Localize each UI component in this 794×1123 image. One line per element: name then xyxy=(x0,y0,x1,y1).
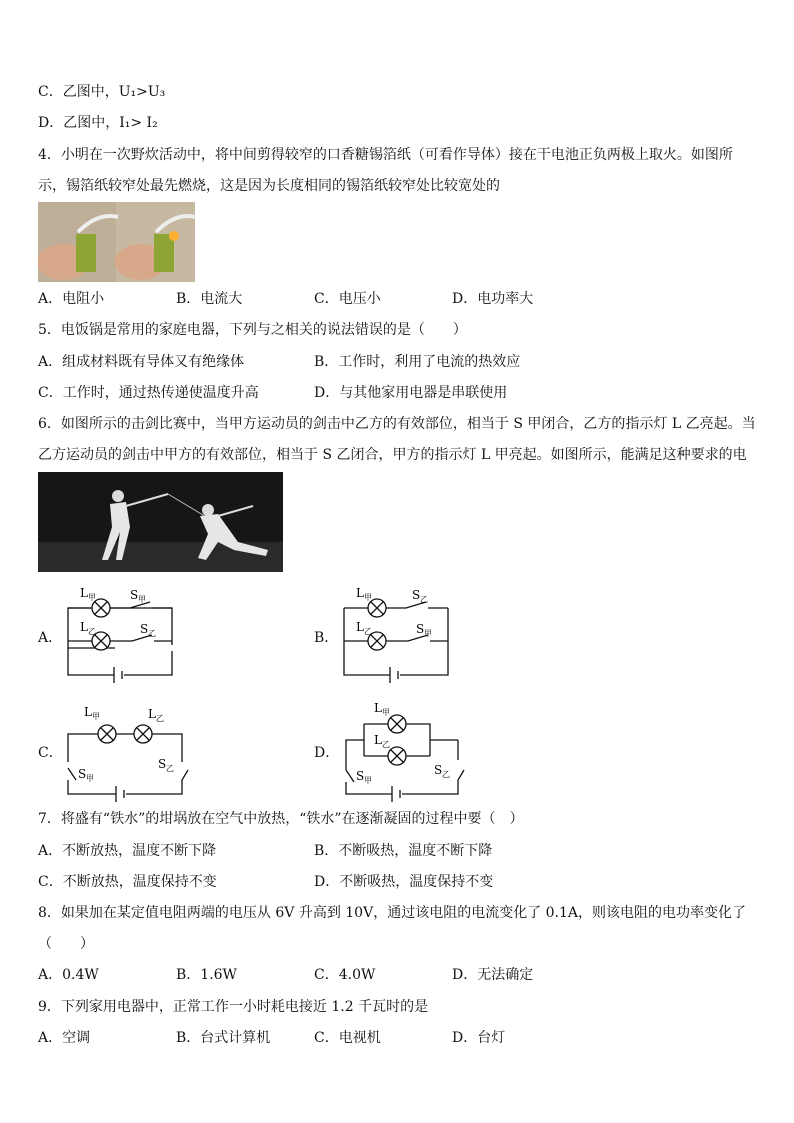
q4-option-c: C．电压小 xyxy=(314,291,381,307)
q4-option-b: B．电流大 xyxy=(176,291,243,307)
label-jia: 甲 xyxy=(364,776,372,785)
label-jia: 甲 xyxy=(88,593,96,602)
label-s: S xyxy=(416,622,425,636)
q7-option-b: B．不断吸热，温度不断下降 xyxy=(314,843,493,859)
label-jia: 甲 xyxy=(382,708,390,717)
q9-option-d: D．台灯 xyxy=(452,1030,506,1046)
label-l: L xyxy=(80,620,88,634)
label-yi: 乙 xyxy=(442,770,450,779)
circuit-d xyxy=(336,700,471,805)
fencing-photo xyxy=(38,472,283,572)
q6-option-a-label: A． xyxy=(38,630,63,646)
q8-option-b: B．1.6W xyxy=(176,967,237,983)
foil-battery-photo xyxy=(38,202,195,282)
label-s: S xyxy=(78,767,87,781)
q9-option-b: B．台式计算机 xyxy=(176,1030,271,1046)
q7-option-d: D．不断吸热，温度保持不变 xyxy=(314,874,494,890)
label-l: L xyxy=(356,586,364,600)
label-jia: 甲 xyxy=(86,774,94,783)
label-jia: 甲 xyxy=(424,629,432,638)
q8-option-d: D．无法确定 xyxy=(452,967,534,983)
label-yi: 乙 xyxy=(88,627,96,636)
q5-option-b: B．工作时，利用了电流的热效应 xyxy=(314,354,521,370)
label-jia: 甲 xyxy=(364,593,372,602)
circuit-a xyxy=(60,583,180,693)
q7-stem: 7．将盛有“铁水”的坩埚放在空气中放热，“铁水”在逐渐凝固的过程中要（ ） xyxy=(38,811,524,827)
q6-option-c-label: C． xyxy=(38,745,63,761)
q4-option-a: A．电阻小 xyxy=(38,291,105,307)
label-yi: 乙 xyxy=(166,764,174,773)
q6-option-d-label: D． xyxy=(314,745,340,761)
q8-option-c: C．4.0W xyxy=(314,967,376,983)
q4-option-d: D．电功率大 xyxy=(452,291,534,307)
label-l: L xyxy=(148,707,156,721)
q9-stem: 9．下列家用电器中，正常工作一小时耗电接近 1.2 千瓦时的是 xyxy=(38,999,429,1015)
q8-option-a: A．0.4W xyxy=(38,967,99,983)
circuit-b xyxy=(336,583,456,693)
label-l: L xyxy=(84,705,92,719)
label-s: S xyxy=(130,588,139,602)
q5-option-a: A．组成材料既有导体又有绝缘体 xyxy=(38,354,245,370)
q8-stem: 8．如果加在某定值电阻两端的电压从 6V 升高到 10V，通过该电阻的电流变化了 0.1A，则该电阻的电功率变化了（ ） xyxy=(38,905,747,952)
label-jia: 甲 xyxy=(138,595,146,604)
q3-option-d: D．乙图中，I₁> I₂ xyxy=(38,115,158,131)
label-jia: 甲 xyxy=(92,712,100,721)
label-l: L xyxy=(374,733,382,747)
q9-option-c: C．电视机 xyxy=(314,1030,381,1046)
q4-stem: 4．小明在一次野炊活动中，将中间剪得较窄的口香糖锡箔纸（可看作导体）接在干电池正负两极上取火。如图所示，锡箔纸较窄处最先燃烧，这是因为长度相同的锡箔纸较窄处比较宽处的 xyxy=(38,147,733,194)
label-yi: 乙 xyxy=(420,595,428,604)
q6-stem: 6．如图所示的击剑比赛中，当甲方运动员的剑击中乙方的有效部位，相当于 S 甲闭合，乙方的指示灯 L 乙亮起。当乙方运动员的剑击中甲方的有效部位，相当于 S 乙闭合，甲方的指示灯 L 甲亮起。如图所示，能满足这种要求的电 xyxy=(38,416,756,463)
q7-option-c: C．不断放热，温度保持不变 xyxy=(38,874,217,890)
label-s: S xyxy=(158,757,167,771)
q9-option-a: A．空调 xyxy=(38,1030,91,1046)
q5-option-c: C．工作时，通过热传递使温度升高 xyxy=(38,385,259,401)
q7-option-a: A．不断放热，温度不断下降 xyxy=(38,843,217,859)
label-yi: 乙 xyxy=(364,627,372,636)
label-l: L xyxy=(374,701,382,715)
label-l: L xyxy=(356,620,364,634)
label-s: S xyxy=(412,588,421,602)
label-s: S xyxy=(356,769,365,783)
q5-option-d: D．与其他家用电器是串联使用 xyxy=(314,385,508,401)
q3-option-c: C．乙图中，U₁>U₃ xyxy=(38,84,166,100)
circuit-c xyxy=(60,702,195,807)
label-yi: 乙 xyxy=(148,629,156,638)
q6-option-b-label: B． xyxy=(314,630,339,646)
q5-stem: 5．电饭锅是常用的家庭电器，下列与之相关的说法错误的是（ ） xyxy=(38,322,467,338)
label-s: S xyxy=(434,763,443,777)
label-yi: 乙 xyxy=(382,740,390,749)
label-l: L xyxy=(80,586,88,600)
label-yi: 乙 xyxy=(156,714,164,723)
label-s: S xyxy=(140,622,149,636)
